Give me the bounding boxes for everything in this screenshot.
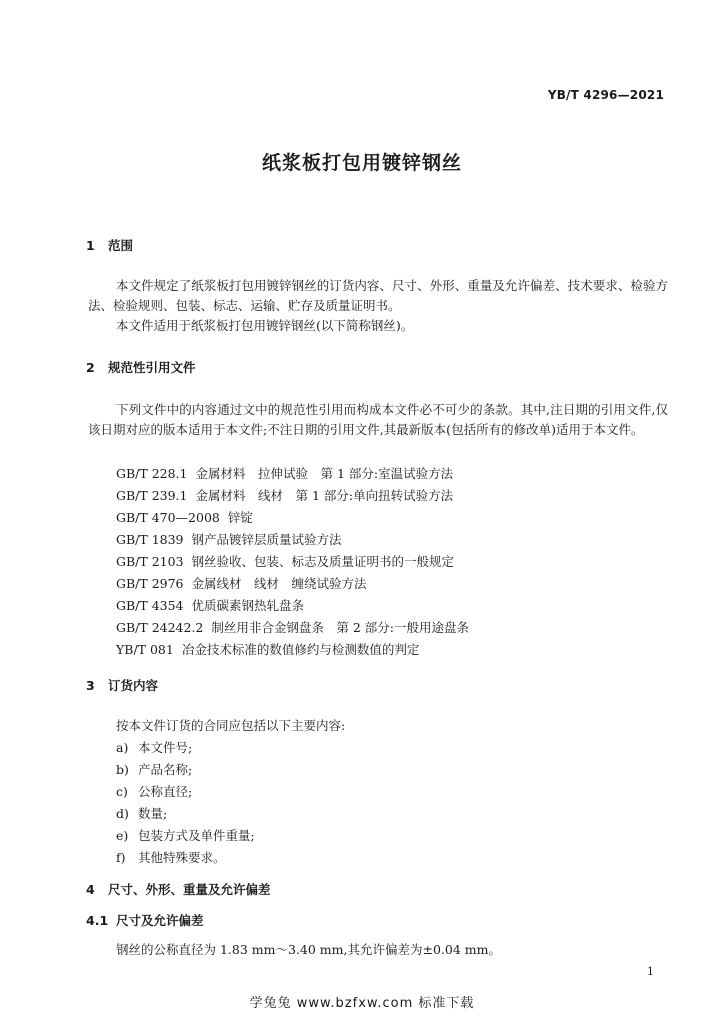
reference-item bbox=[116, 530, 342, 548]
reference-title: 钢产品镀锌层质量试验方法 bbox=[191, 532, 342, 547]
list-text: 包装方式及单件重量; bbox=[138, 828, 255, 843]
reference-item bbox=[116, 508, 253, 526]
reference-code: GB/T 2976 bbox=[116, 576, 184, 591]
reference-code: GB/T 2103 bbox=[116, 554, 184, 569]
subsection-title: 尺寸及允许偏差 bbox=[116, 913, 204, 928]
reference-item bbox=[116, 574, 367, 592]
list-marker: c) bbox=[116, 784, 128, 799]
section-4-heading bbox=[86, 880, 271, 898]
reference-title: 冶金技术标准的数值修约与检测数值的判定 bbox=[181, 642, 420, 657]
reference-title: 金属材料 线材 第 1 部分:单向扭转试验方法 bbox=[195, 488, 454, 503]
reference-title: 金属材料 拉伸试验 第 1 部分:室温试验方法 bbox=[195, 466, 454, 481]
list-marker: e) bbox=[116, 828, 129, 843]
list-marker: d) bbox=[116, 806, 129, 821]
section-2-heading bbox=[86, 358, 196, 376]
reference-code: GB/T 228.1 bbox=[116, 466, 188, 481]
list-text: 产品名称; bbox=[138, 762, 193, 777]
subsection-4-1-paragraph: 钢丝的公称直径为 1.83 mm～3.40 mm,其允许偏差为±0.04 mm。 bbox=[116, 942, 501, 957]
reference-item bbox=[116, 596, 304, 614]
list-item bbox=[116, 826, 255, 844]
section-1-heading bbox=[86, 236, 133, 254]
reference-title: 金属线材 线材 缠绕试验方法 bbox=[191, 576, 367, 591]
list-marker: b) bbox=[116, 762, 129, 777]
section-number: 3 bbox=[86, 678, 95, 693]
footer-watermark: 学兔兔 www.bzfxw.com 标准下载 bbox=[249, 996, 475, 1011]
section-title: 尺寸、外形、重量及允许偏差 bbox=[108, 882, 271, 897]
reference-item bbox=[116, 618, 469, 636]
list-text: 其他特殊要求。 bbox=[138, 850, 226, 865]
reference-item bbox=[116, 464, 453, 482]
page-number: 1 bbox=[647, 965, 654, 978]
reference-code: GB/T 4354 bbox=[116, 598, 184, 613]
reference-code: GB/T 1839 bbox=[116, 532, 184, 547]
reference-item bbox=[116, 552, 454, 570]
reference-item bbox=[116, 486, 453, 504]
section-title: 范围 bbox=[108, 238, 134, 253]
reference-title: 钢丝验收、包装、标志及质量证明书的一般规定 bbox=[191, 554, 455, 569]
list-item bbox=[116, 848, 226, 866]
reference-title: 锌锭 bbox=[227, 510, 253, 525]
reference-title: 制丝用非合金钢盘条 第 2 部分:一般用途盘条 bbox=[211, 620, 470, 635]
subsection-4-1-heading bbox=[86, 911, 204, 929]
section-3-intro: 按本文件订货的合同应包括以下主要内容: bbox=[116, 718, 346, 733]
reference-code: GB/T 24242.2 bbox=[116, 620, 204, 635]
list-item bbox=[116, 782, 192, 800]
list-marker: a) bbox=[116, 740, 129, 755]
reference-code: GB/T 239.1 bbox=[116, 488, 188, 503]
list-item bbox=[116, 804, 167, 822]
document-title: 纸浆板打包用镀锌钢丝 bbox=[261, 152, 462, 174]
section-number: 2 bbox=[86, 360, 95, 375]
section-1-paragraph-2: 本文件适用于纸浆板打包用镀锌钢丝(以下简称钢丝)。 bbox=[116, 318, 414, 333]
standard-code: YB/T 4296—2021 bbox=[547, 88, 664, 102]
section-title: 规范性引用文件 bbox=[108, 360, 196, 375]
section-2-paragraph-1: 下列文件中的内容通过文中的规范性引用而构成本文件必不可少的条款。其中,注日期的引用文件,仅该日期对应的版本适用于本文件;不注日期的引用文件,其最新版本(包括所有的修改单)适用于本文件。 bbox=[88, 402, 668, 437]
reference-title: 优质碳素钢热轧盘条 bbox=[191, 598, 305, 613]
list-item bbox=[116, 760, 192, 778]
list-marker: f) bbox=[116, 850, 126, 865]
reference-item bbox=[116, 640, 419, 658]
subsection-number: 4.1 bbox=[86, 913, 109, 928]
list-item bbox=[116, 738, 192, 756]
section-title: 订货内容 bbox=[108, 678, 159, 693]
section-1-paragraph-1: 本文件规定了纸浆板打包用镀锌钢丝的订货内容、尺寸、外形、重量及允许偏差、技术要求、检验方法、检验规则、包装、标志、运输、贮存及质量证明书。 bbox=[88, 278, 668, 313]
reference-code: YB/T 081 bbox=[116, 642, 174, 657]
list-text: 公称直径; bbox=[138, 784, 193, 799]
section-number: 1 bbox=[86, 238, 95, 253]
section-number: 4 bbox=[86, 882, 95, 897]
section-3-heading bbox=[86, 676, 158, 694]
list-text: 数量; bbox=[138, 806, 168, 821]
reference-code: GB/T 470—2008 bbox=[116, 510, 220, 525]
list-text: 本文件号; bbox=[138, 740, 193, 755]
